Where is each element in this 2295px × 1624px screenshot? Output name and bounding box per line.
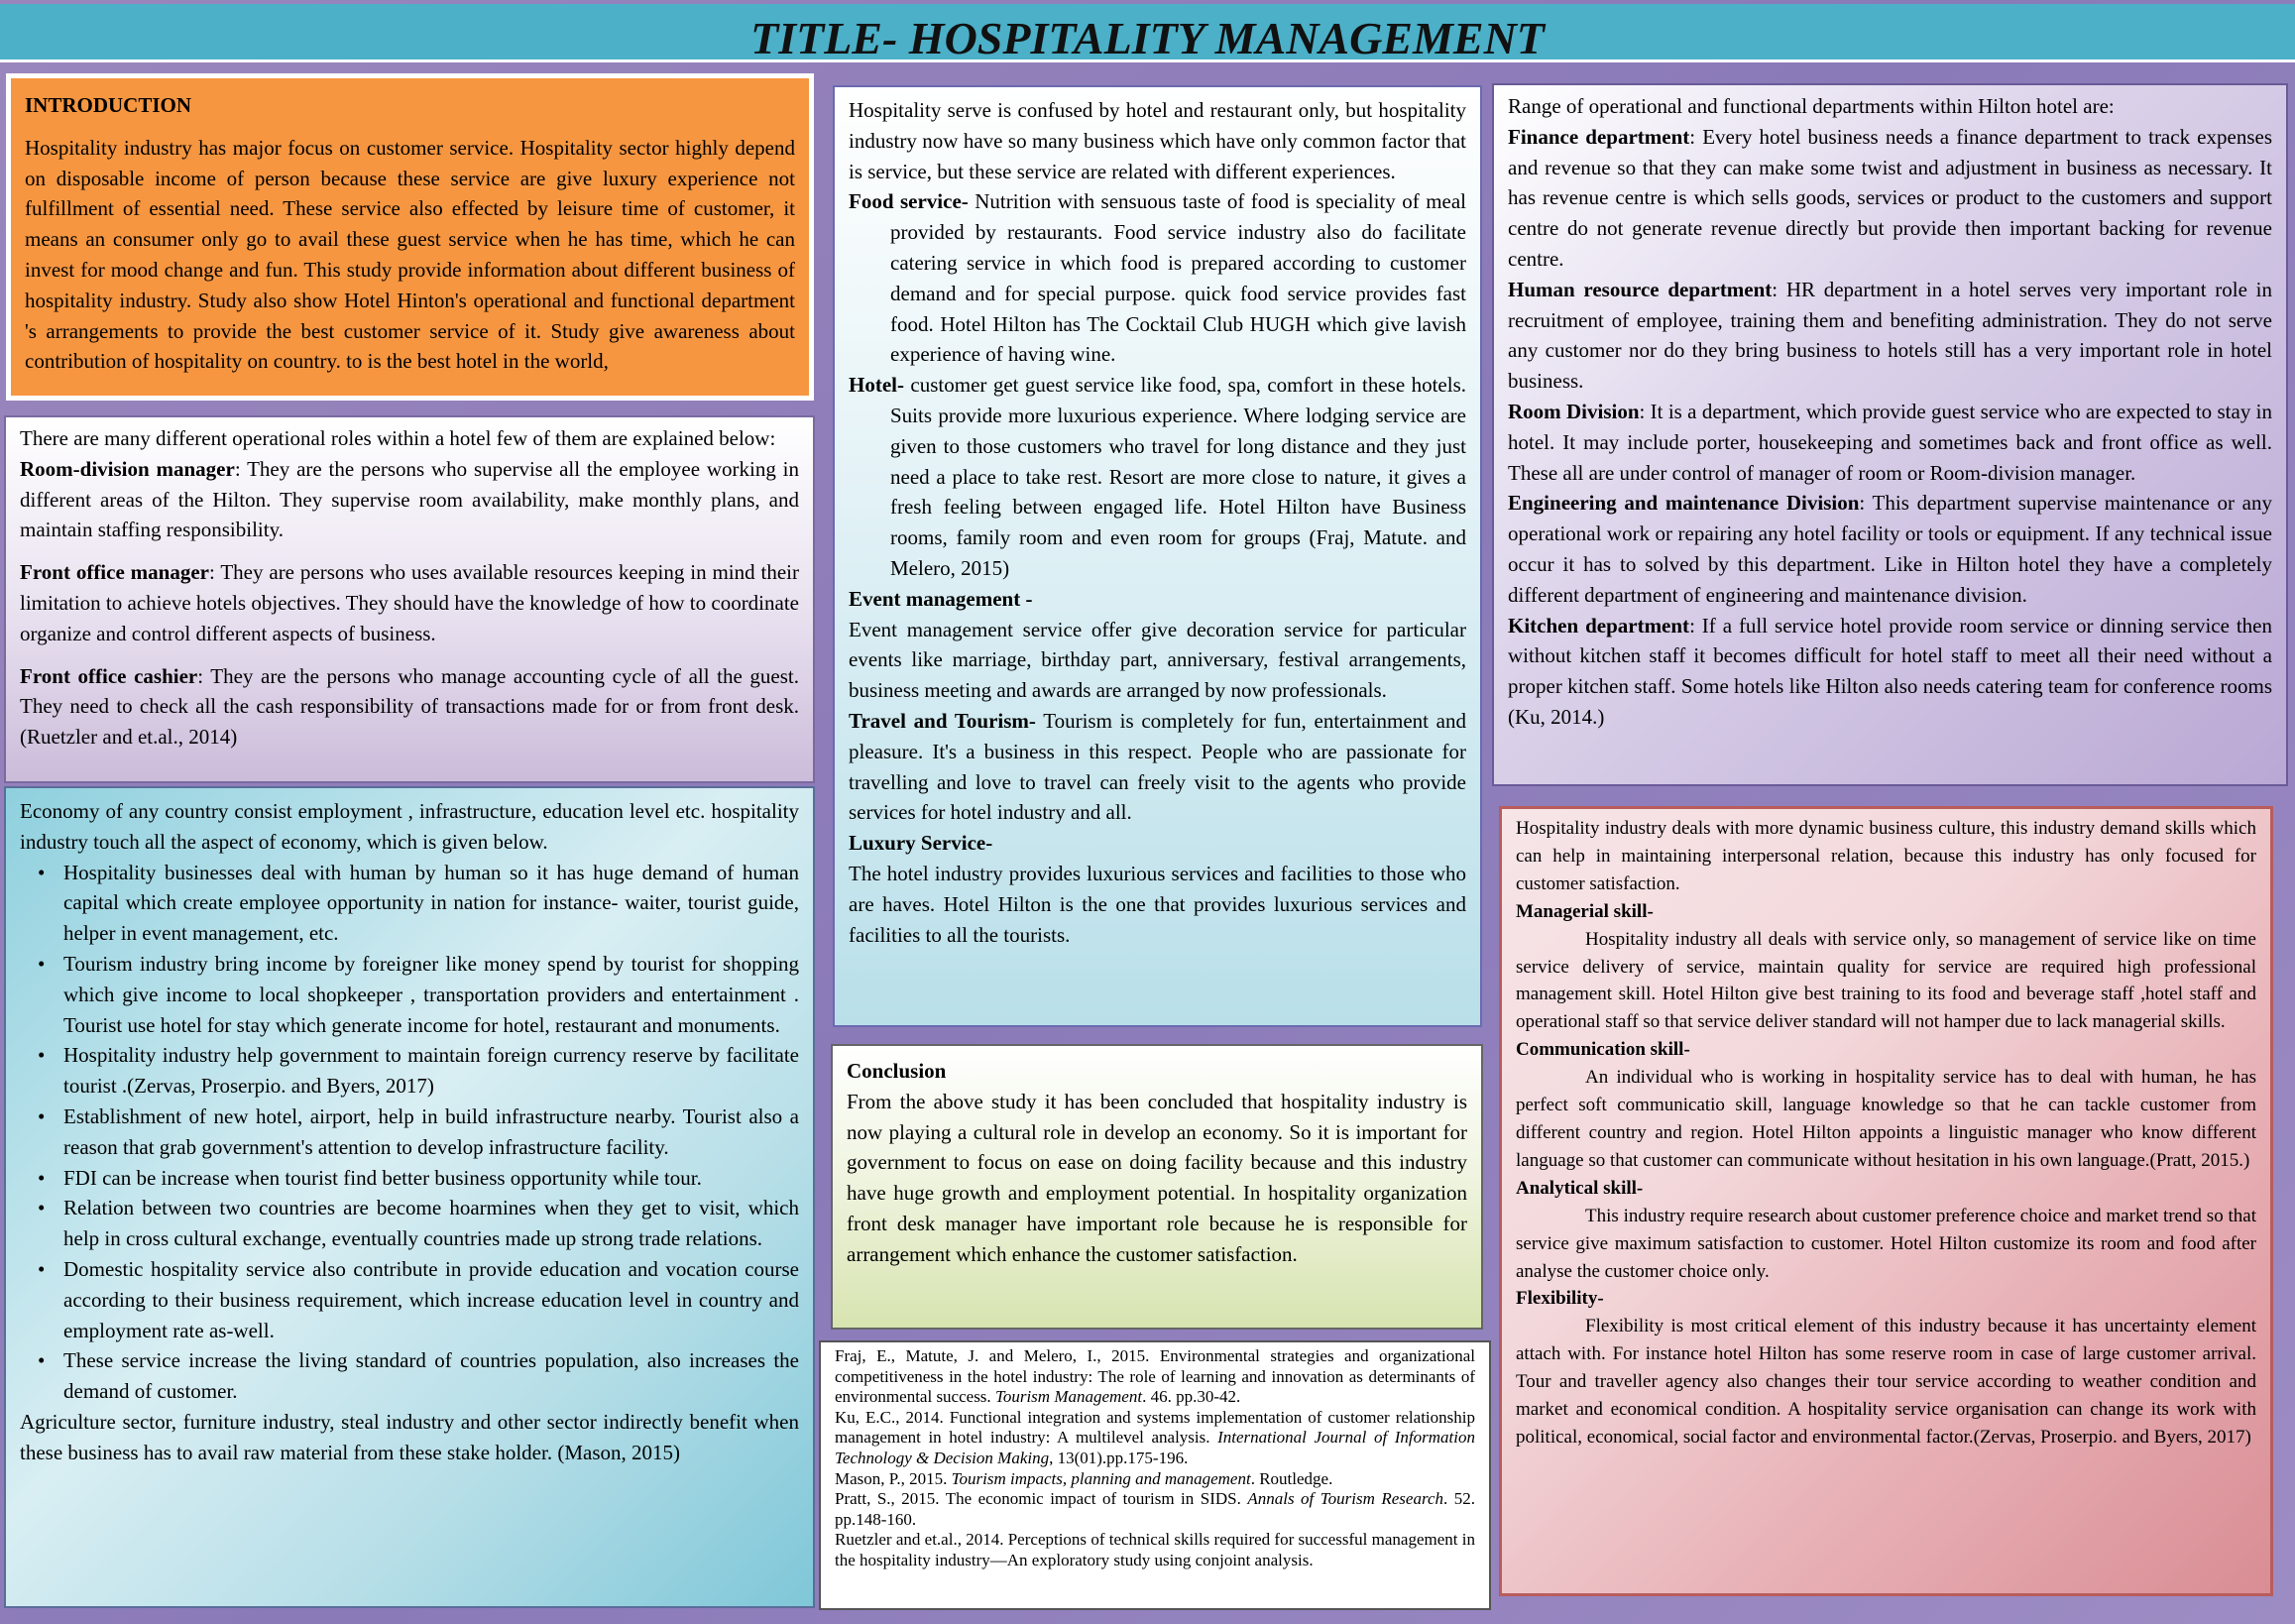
- operational-roles-box: [4, 415, 815, 783]
- department-text: : It is a department, which provide guest service who are expected to stay in hotel. It may include porter, housekeeping and sometimes back and front office as well. These all are under control of manager of room or Room-division manager.: [1508, 399, 2272, 485]
- reference-text: Ruetzler and et.al., 2014. Perceptions of technical skills required for successful management in the hospitality industry—An exploratory study using conjoint analysis.: [835, 1530, 1475, 1569]
- role-term: Front office cashier: [20, 663, 198, 688]
- role-item: [20, 557, 799, 648]
- event-management-text: Event management service offer give decoration service for particular events like marriage, birthday part, anniversary, festival arrangements, business meeting and awards are arranged by now professionals.: [849, 617, 1466, 703]
- hotel-term: Hotel-: [849, 373, 904, 398]
- skill-term: Communication skill-: [1516, 1039, 1690, 1061]
- title-bar: [0, 4, 2295, 62]
- reference-item: [835, 1530, 1475, 1570]
- reference-journal: Tourism Management: [994, 1387, 1143, 1407]
- department-item: [1508, 611, 2272, 733]
- department-item: [1508, 397, 2272, 488]
- luxury-service-text: The hotel industry provides luxurious services and facilities to those who are haves. Hotel Hilton is the one that provides luxurious services and facilities to all the tourists.: [849, 861, 1466, 947]
- conclusion-box: [831, 1044, 1483, 1330]
- roles-intro: There are many different operational roles within a hotel few of them are explained below:: [20, 426, 776, 450]
- luxury-service-term: Luxury Service-: [849, 831, 993, 856]
- references-box: [819, 1340, 1491, 1610]
- reference-item: [835, 1489, 1475, 1530]
- skill-term: Flexibility-: [1516, 1288, 1604, 1310]
- economy-box: [4, 786, 815, 1608]
- department-item: [1508, 488, 2272, 610]
- skill-heading: [1516, 898, 2256, 926]
- introduction-heading: INTRODUCTION: [25, 93, 192, 117]
- role-item: [20, 454, 799, 545]
- economy-bullet: • Hospitality industry help government to maintain foreign currency reserve by facilitate tourist .(Zervas, Proserpio. and Byers, 2017): [20, 1040, 799, 1102]
- reference-details: . Routledge.: [1250, 1468, 1333, 1488]
- departments-intro: Range of operational and functional departments within Hilton hotel are:: [1508, 94, 2115, 118]
- event-management-heading: [849, 584, 1466, 615]
- department-text: : If a full service hotel provide room service or dinning service then without kitchen staff it becomes difficult for hotel staff to meet all their need without a proper kitchen staff. Some hotels like Hilton also needs catering team for conference rooms (Ku, 2014.): [1508, 613, 2272, 729]
- food-service-term: Food service-: [849, 189, 969, 214]
- reference-text: Ku, E.C., 2014. Functional integration and systems implementation of customer relationship management in hotel industry: A multilevel analysis.: [835, 1407, 1475, 1448]
- reference-details: , 13(01).pp.175-196.: [1049, 1448, 1189, 1467]
- role-item: [20, 661, 799, 753]
- conclusion-heading: Conclusion: [847, 1059, 947, 1083]
- department-item: [1508, 275, 2272, 397]
- economy-bullet: • FDI can be increase when tourist find better business opportunity while tour.: [20, 1163, 799, 1194]
- department-text: : Every hotel business needs a finance department to track expenses and revenue so that they can make some twist and adjustment in business as necessary. It has revenue centre is which sells goods, services or product to the customers and support centre do not generate revenue directly but provide then important backing for revenue centre.: [1508, 124, 2272, 271]
- role-text: : They are the persons who supervise all the employee working in different areas of the Hilton. They supervise room availability, make monthly plans, and maintain staffing responsibility.: [20, 456, 800, 542]
- skill-text: This industry require research about customer preference choice and market trend so that service give maximum satisfaction to customer. Hotel Hilton customize its room and food after analyse the customer choice only.: [1516, 1205, 2256, 1282]
- departments-box: [1492, 83, 2288, 786]
- role-term: Front office manager: [20, 560, 209, 585]
- reference-text: Pratt, S., 2015. The economic impact of tourism in SIDS.: [835, 1489, 1248, 1509]
- department-term: Human resource department: [1508, 277, 1773, 301]
- department-item: [1508, 122, 2272, 275]
- skill-heading: [1516, 1285, 2256, 1313]
- department-term: Kitchen department: [1508, 613, 1690, 638]
- reference-item: [835, 1469, 1475, 1490]
- reference-item: [835, 1408, 1475, 1469]
- introduction-box: [6, 73, 814, 401]
- economy-bullet: • Tourism industry bring income by foreigner like money spend by tourist for shopping which give income to local shopkeeper , transportation providers and entertainment . Tourist use hotel for stay which generate income for hotel, restaurant and monuments.: [20, 949, 799, 1040]
- introduction-body: Hospitality industry has major focus on customer service. Hospitality sector highly depend on disposable income of person because these service are give luxury experience not fulfillment of essential need. These service also effected by leisure time of customer, it means an consumer only go to avail these guest service when he has time, which he can invest for mood change and fun. This study provide information about different business of hospitality industry. Study also show Hotel Hinton's operational and functional department 's arrangements to provide the best customer service of it. Study give awareness about contribution of hospitality on country. to is the best hotel in the world,: [25, 135, 795, 374]
- skill-text: Hospitality industry all deals with service only, so management of service like on time service delivery of service, maintain quality for service are required high professional management skill. Hotel Hilton give best training to its food and beverage staff ,hotel staff and operational staff so that service deliver standard will not hamper due to lack managerial skills.: [1516, 928, 2256, 1033]
- reference-details: . 52. pp.148-160.: [835, 1489, 1475, 1529]
- skill-term: Analytical skill-: [1516, 1177, 1644, 1199]
- reference-journal: Annals of Tourism Research: [1247, 1489, 1443, 1509]
- food-service-text: Nutrition with sensuous taste of food is speciality of meal provided by restaurants. Food service industry also do facilitate catering service in which food is prepared according to customer demand and for special purpose. quick food service provides fast food. Hotel Hilton has The Cocktail Club HUGH which give lavish experience of having wine.: [890, 189, 1467, 367]
- skills-intro: Hospitality industry deals with more dynamic business culture, this industry demand skills which can help in maintaining interpersonal relation, because this industry has only focused for customer satisfaction.: [1516, 818, 2256, 894]
- role-text: : They are persons who uses available resources keeping in mind their limitation to achieve hotels objectives. They should have the knowledge of how to coordinate organize and control different aspects of business.: [20, 560, 800, 645]
- reference-details: . 46. pp.30-42.: [1142, 1387, 1241, 1407]
- hospitality-services-box: [833, 85, 1482, 1027]
- department-text: : This department supervise maintenance or any operational work or repairing any hotel facility or tools or equipment. If any technical issue occur it has to solved by this department. Like in Hilton hotel they have a completely different department of engineering and maintenance division.: [1508, 491, 2272, 607]
- conclusion-body: From the above study it has been concluded that hospitality industry is now playing a cultural role in develop an economy. So it is important for government to focus on ease on doing facility because and this industry have huge growth and employment potential. In hospitality organization front desk manager have important role because he is responsible for arrangement which enhance the customer satisfaction.: [847, 1089, 1467, 1266]
- services-intro: Hospitality serve is confused by hotel and restaurant only, but hospitality industry now have so many business which have only common factor that is service, but these service are related with different experiences.: [849, 98, 1466, 183]
- food-service-item: [849, 186, 1466, 370]
- hotel-text: customer get guest service like food, spa, comfort in these hotels. Suits provide more luxurious experience. Where lodging service are given to those customers who travel for long distance and they just need a place to take rest. Resort are more close to nature, it gives a fresh feeling between engaged life. Hotel Hilton have Business rooms, family room and even room for groups (Fraj, Matute. and Melero, 2015): [890, 373, 1466, 580]
- economy-bullet-list: [20, 858, 799, 1407]
- skill-text: An individual who is working in hospitality service has to deal with human, he has perfect soft communicatio skill, language knowledge so that he can tackle customer from different country and region. Hotel Hilton appoints a linguistic manager who know different language so that customer can communicate without hesitation in his own language.(Pratt, 2015.): [1516, 1067, 2256, 1171]
- skill-text: Flexibility is most critical element of this industry because it has uncertainty element attach with. For instance hotel Hilton has some reserve room in case of large customer arrival. Tour and traveller agency also changes their tour service according to weather condition and market and economical condition. A hospitality service organisation can change its work with political, economical, social factor and environmental factor.(Zervas, Proserpio. and Byers, 2017): [1516, 1316, 2256, 1448]
- skill-heading: [1516, 1036, 2256, 1064]
- economy-outro: Agriculture sector, furniture industry, steal industry and other sector indirectly benefit when these business has to avail raw material from these stake holder. (Mason, 2015): [20, 1409, 799, 1464]
- department-term: Finance department: [1508, 124, 1690, 149]
- travel-item: [849, 706, 1466, 828]
- reference-journal: Tourism impacts, planning and management: [951, 1468, 1251, 1488]
- role-text: : They are the persons who manage accounting cycle of all the guest. They need to check all the cash responsibility of transactions made for or from front desk. (Ruetzler and et.al., 2014): [20, 663, 799, 750]
- skill-term: Managerial skill-: [1516, 900, 1654, 922]
- event-management-term: Event management -: [849, 586, 1033, 611]
- economy-bullet: • Relation between two countries are become hoarmines when they get to visit, which help in cross cultural exchange, eventually countries made up strong trade relations.: [20, 1193, 799, 1254]
- economy-intro: Economy of any country consist employment , infrastructure, education level etc. hospitality industry touch all the aspect of economy, which is given below.: [20, 799, 799, 854]
- reference-text: Mason, P., 2015.: [835, 1468, 952, 1488]
- department-term: Engineering and maintenance Division: [1508, 491, 1860, 516]
- economy-bullet: • Establishment of new hotel, airport, help in build infrastructure nearby. Tourist also a reason that grab government's attention to develop infrastructure facility.: [20, 1102, 799, 1163]
- department-term: Room Division: [1508, 399, 1640, 423]
- role-term: Room-division manager: [20, 456, 235, 481]
- skills-box: [1499, 806, 2273, 1596]
- economy-bullet: • Hospitality businesses deal with human by human so it has huge demand of human capital which create employee opportunity in nation for instance- waiter, tourist guide, helper in event management, etc.: [20, 858, 799, 949]
- skill-heading: [1516, 1175, 2256, 1203]
- luxury-service-heading: [849, 828, 1466, 859]
- reference-text: Fraj, E., Matute, J. and Melero, I., 2015. Environmental strategies and organizational competitiveness in the hotel industry: The role of learning and innovation as determinants of environmental success.: [835, 1346, 1475, 1407]
- reference-item: [835, 1346, 1475, 1408]
- travel-term: Travel and Tourism-: [849, 708, 1036, 733]
- hotel-item: [849, 370, 1466, 584]
- department-text: : HR department in a hotel serves very important role in recruitment of employee, training them and benefiting administration. They do not serve any customer nor do they bring business to hotels still has a very important role in hotel business.: [1508, 277, 2272, 394]
- economy-bullet: • Domestic hospitality service also contribute in provide education and vocation course according to their business requirement, which increase education level in country and employment rate as-well.: [20, 1254, 799, 1345]
- travel-text: Tourism is completely for fun, entertainment and pleasure. It's a business in this respect. People who are passionate for travelling and love to travel can freely visit to the agents who provide services for hotel industry and all.: [849, 708, 1466, 825]
- reference-journal: International Journal of Information Technology & Decision Making: [835, 1428, 1475, 1467]
- poster-title: TITLE- HOSPITALITY MANAGEMENT: [750, 13, 1545, 63]
- economy-bullet: • These service increase the living standard of countries population, also increases the demand of customer.: [20, 1345, 799, 1407]
